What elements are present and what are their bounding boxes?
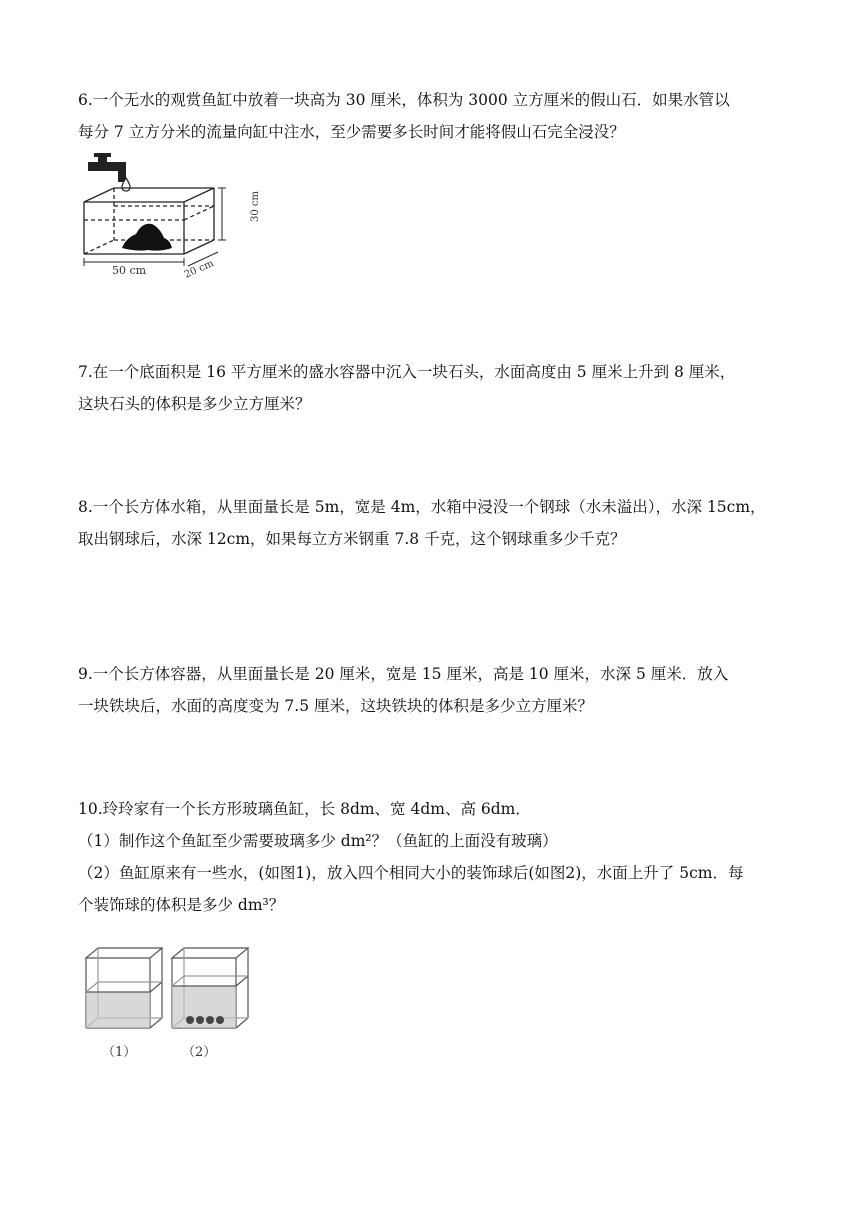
question-10	[78, 793, 790, 921]
question-10-part-2-line-1: （2）鱼缸原来有一些水，(如图1)，放入四个相同大小的装饰球后(如图2)，水面上升了 5cm．每	[78, 864, 744, 882]
question-10-line-1: 10.玲玲家有一个长方形玻璃鱼缸，长 8dm、宽 4dm、高 6dm．	[78, 800, 531, 818]
rock-shape	[122, 224, 172, 251]
question-10-part-2-line-2: 个装饰球的体积是多少 dm³？	[78, 896, 285, 914]
fish-tank-rock-figure	[78, 150, 261, 282]
height-label: 30 cm	[250, 191, 261, 222]
question-7-line-1: 7.在一个底面积是 16 平方厘米的盛水容器中沉入一块石头，水面高度由 5 厘米上升到 8 厘米，	[78, 363, 736, 381]
question-10-part-1: （1）制作这个鱼缸至少需要玻璃多少 dm²？（鱼缸的上面没有玻璃）	[78, 832, 558, 850]
question-6-line-2: 每分 7 立方分米的流量向缸中注水，至少需要多长时间才能将假山石完全浸没？	[78, 123, 625, 141]
question-7-line-2: 这块石头的体积是多少立方厘米？	[78, 395, 311, 413]
figure-2-label: （2）	[182, 1045, 217, 1060]
fish-tank-figures	[78, 940, 258, 1068]
width-label: 20 cm	[182, 258, 216, 281]
question-6-line-1: 6.一个无水的观赏鱼缸中放着一块高为 30 厘米，体积为 3000 立方厘米的假山石．如果水管以	[78, 91, 730, 109]
length-label: 50 cm	[112, 264, 147, 277]
question-8-line-2: 取出钢球后，水深 12cm，如果每立方米钢重 7.8 千克，这个钢球重多少千克？	[78, 530, 626, 548]
faucet-icon	[88, 153, 130, 191]
tank-figure-1	[86, 948, 162, 1028]
question-7	[78, 356, 790, 420]
question-9	[78, 658, 790, 722]
question-8	[78, 491, 790, 555]
figure-1-label: （1）	[102, 1045, 137, 1060]
question-9-line-1: 9.一个长方体容器，从里面量长是 20 厘米，宽是 15 厘米，高是 10 厘米，水深 5 厘米．放入	[78, 665, 729, 683]
question-6	[78, 84, 790, 148]
question-8-line-1: 8.一个长方体水箱，从里面量长是 5m，宽是 4m，水箱中浸没一个钢球（水未溢出），水深 15cm，	[78, 498, 766, 516]
question-9-line-2: 一块铁块后，水面的高度变为 7.5 厘米，这块铁块的体积是多少立方厘米？	[78, 697, 594, 715]
